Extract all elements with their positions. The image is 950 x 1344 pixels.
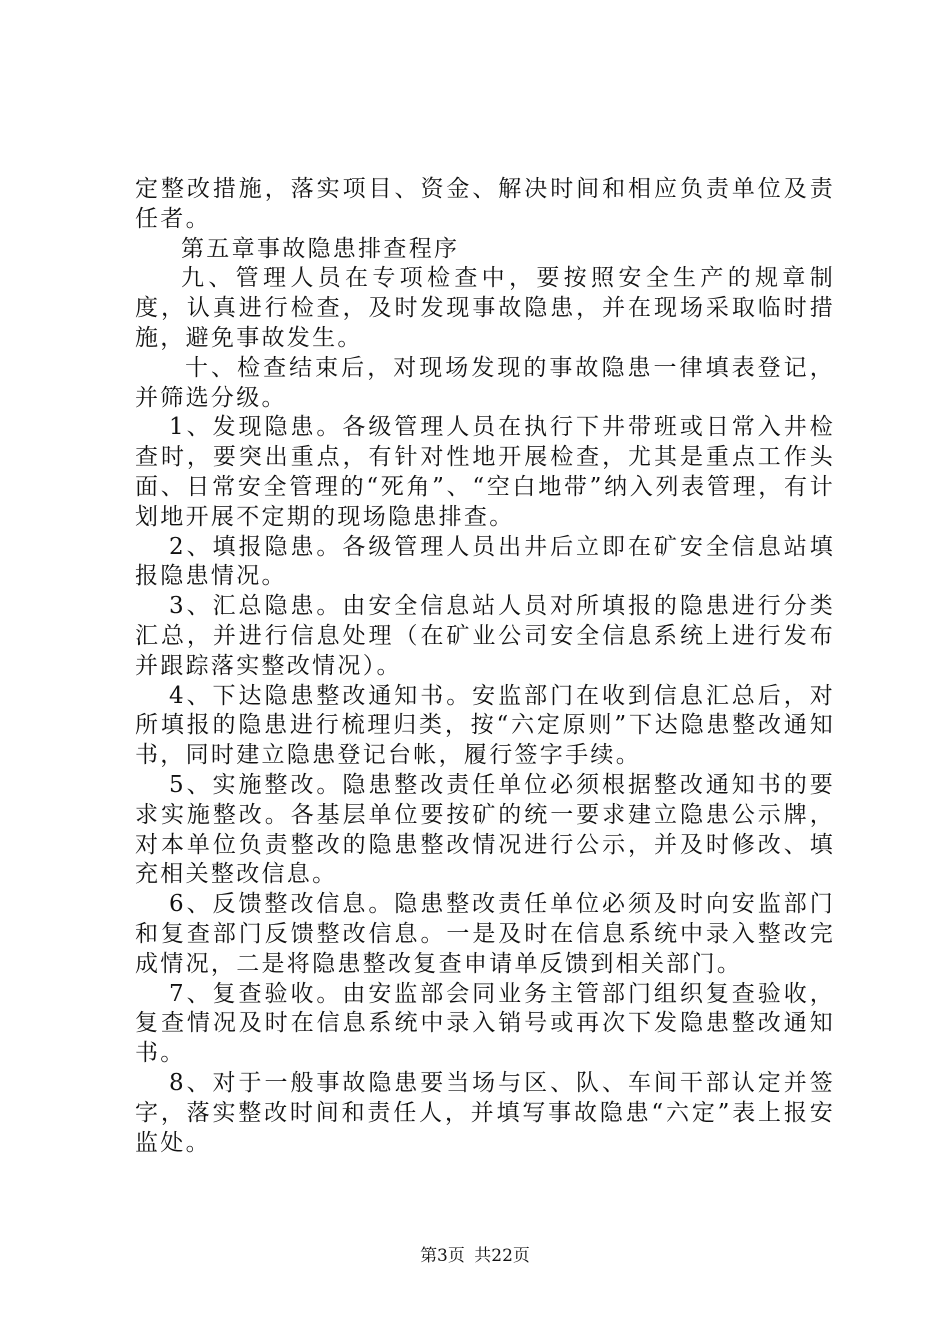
paragraph-step-1: 1、发现隐患。各级管理人员在执行下井带班或日常入井检查时，要突出重点，有针对性地开展检查，尤其是重点工作头面、日常安全管理的“死角”、“空白地带”纳入列表管理，有计划地开展不定期的现场隐患排查。 (135, 414, 835, 530)
paragraph-step-4: 4、下达隐患整改通知书。安监部门在收到信息汇总后，对所填报的隐患进行梳理归类，按“六定原则”下达隐患整改通知书，同时建立隐患登记台帐，履行签字手续。 (135, 682, 835, 769)
paragraph-step-2: 2、填报隐患。各级管理人员出井后立即在矿安全信息站填报隐患情况。 (135, 533, 835, 590)
paragraph-step-6: 6、反馈整改信息。隐患整改责任单位必须及时向安监部门和复查部门反馈整改信息。一是及时在信息系统中录入整改完成情况，二是将隐患整改复查申请单反馈到相关部门。 (135, 891, 835, 977)
page-total: 共22页 (474, 1246, 530, 1266)
paragraph-continuation: 定整改措施，落实项目、资金、解决时间和相应负责单位及责任者。 (135, 176, 835, 232)
page-number: 第3页 (420, 1246, 465, 1266)
paragraph-step-7: 7、复查验收。由安监部会同业务主管部门组织复查验收，复查情况及时在信息系统中录入销号或再次下发隐患整改通知书。 (135, 980, 835, 1067)
chapter-heading: 第五章事故隐患排查程序 (181, 235, 460, 262)
paragraph-item-10: 十、检查结束后，对现场发现的事故隐患一律填表登记，并筛选分级。 (135, 354, 835, 411)
paragraph-item-9: 九、管理人员在专项检查中，要按照安全生产的规章制度，认真进行检查，及时发现事故隐患，并在现场采取临时措施，避免事故发生。 (135, 265, 835, 351)
paragraph-step-3: 3、汇总隐患。由安全信息站人员对所填报的隐患进行分类汇总，并进行信息处理（在矿业公司安全信息系统上进行发布并跟踪落实整改情况）。 (135, 593, 835, 679)
page-footer (0, 1241, 950, 1266)
paragraph-step-5: 5、实施整改。隐患整改责任单位必须根据整改通知书的要求实施整改。各基层单位要按矿的统一要求建立隐患公示牌，对本单位负责整改的隐患整改情况进行公示，并及时修改、填充相关整改信息。 (135, 771, 835, 888)
paragraph-step-8: 8、对于一般事故隐患要当场与区、队、车间干部认定并签字，落实整改时间和责任人，并填写事故隐患“六定”表上报安监处。 (135, 1069, 835, 1156)
document-body (135, 175, 835, 1158)
